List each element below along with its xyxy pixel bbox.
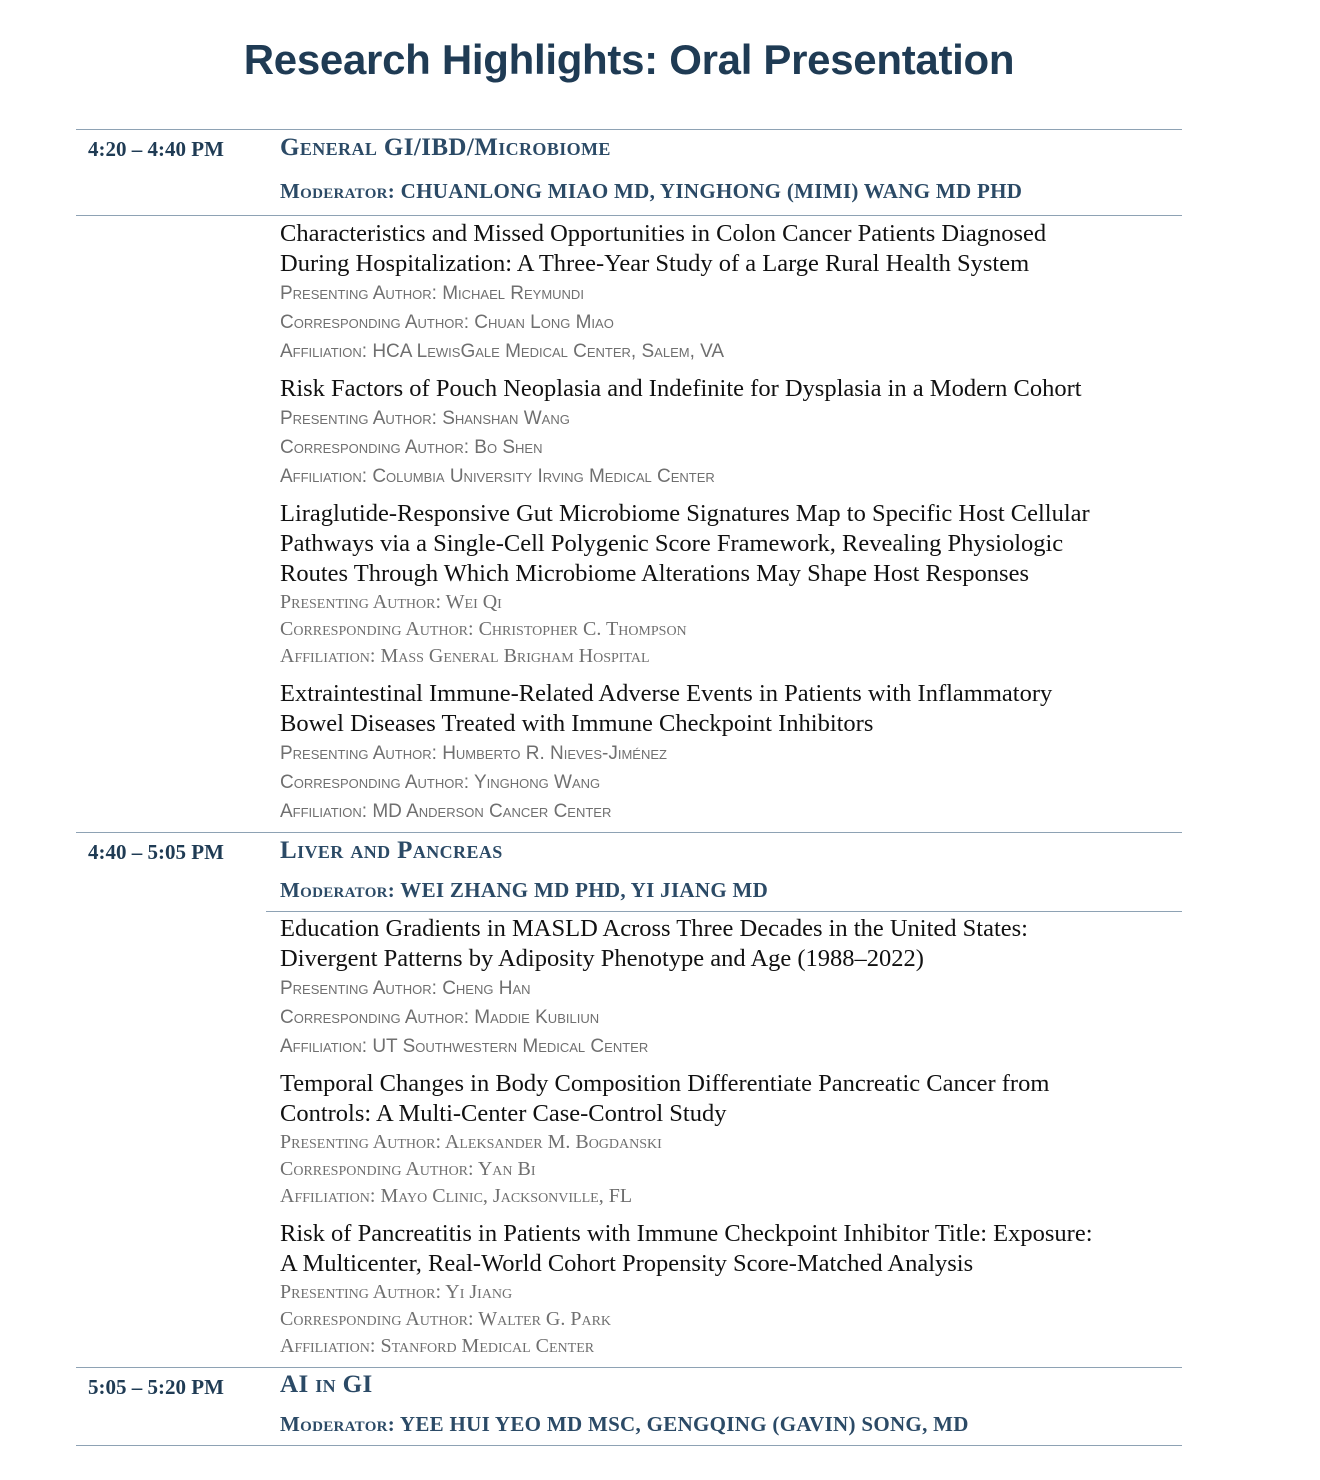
corresponding-author: Corresponding Author: Bo Shen	[280, 437, 543, 458]
session-title: General GI/IBD/Microbiome	[280, 134, 611, 161]
moderator-names: CHUANLONG MIAO MD, YINGHONG (MIMI) WANG MD PHD	[400, 179, 1023, 203]
affiliation: Affiliation: Mass General Brigham Hospital	[280, 645, 650, 667]
presenting-author: Presenting Author: Aleksander M. Bogdanski	[280, 1131, 662, 1153]
abstract	[280, 1069, 1170, 1210]
abstract-title	[280, 679, 1170, 739]
abstract-title-line: Extraintestinal Immune-Related Adverse Events in Patients with Inflammatory	[280, 680, 1053, 707]
corresponding-author: Corresponding Author: Christopher C. Thompson	[280, 618, 687, 640]
session-time: 5:05 – 5:20 PM	[88, 1375, 224, 1399]
abstract-title-line: Routes Through Which Microbiome Alterations May Shape Host Responses	[280, 560, 1029, 587]
abstract-title-line: Characteristics and Missed Opportunities in Colon Cancer Patients Diagnosed	[280, 220, 1047, 247]
presenting-author: Presenting Author: Yi Jiang	[280, 1281, 513, 1303]
abstract-title-line: Pathways via a Single-Cell Polygenic Score Framework, Revealing Physiologic	[280, 530, 1064, 557]
session-time: 4:40 – 5:05 PM	[88, 840, 224, 864]
presenting-author: Presenting Author: Wei Qi	[280, 591, 502, 613]
divider	[266, 911, 1182, 912]
moderator-names: WEI ZHANG MD PHD, YI JIANG MD	[400, 878, 769, 902]
divider	[76, 215, 1182, 216]
abstract-title	[280, 219, 1170, 279]
moderator-label: Moderator:	[280, 878, 396, 902]
affiliation: Affiliation: UT Southwestern Medical Center	[280, 1036, 649, 1057]
abstract-title-line: Liraglutide-Responsive Gut Microbiome Signatures Map to Specific Host Cellular	[280, 500, 1090, 527]
presenting-author: Presenting Author: Michael Reymundi	[280, 283, 584, 304]
abstract-title-line: During Hospitalization: A Three-Year Study of a Large Rural Health System	[280, 250, 1030, 277]
corresponding-author: Corresponding Author: Chuan Long Miao	[280, 312, 614, 333]
abstract	[280, 679, 1170, 826]
abstract-title	[280, 374, 1170, 404]
affiliation: Affiliation: Columbia University Irving Medical Center	[280, 466, 715, 487]
abstract-title-line: Bowel Diseases Treated with Immune Checkpoint Inhibitors	[280, 710, 874, 737]
affiliation: Affiliation: HCA LewisGale Medical Center, Salem, VA	[280, 341, 725, 362]
abstract-title-line: Divergent Patterns by Adiposity Phenotype and Age (1988–2022)	[280, 945, 924, 972]
affiliation: Affiliation: Stanford Medical Center	[280, 1335, 595, 1357]
moderator-label: Moderator:	[280, 179, 396, 203]
abstract	[280, 1219, 1170, 1360]
corresponding-author: Corresponding Author: Walter G. Park	[280, 1308, 612, 1330]
abstract-title-line: Temporal Changes in Body Composition Differentiate Pancreatic Cancer from	[280, 1070, 1050, 1097]
abstract-title-line: Education Gradients in MASLD Across Three Decades in the United States:	[280, 915, 1028, 942]
corresponding-author: Corresponding Author: Yan Bi	[280, 1158, 536, 1180]
corresponding-author: Corresponding Author: Maddie Kubiliun	[280, 1007, 600, 1028]
page-title: Research Highlights: Oral Presentation	[243, 36, 1015, 83]
abstract-title-line: Risk Factors of Pouch Neoplasia and Indefinite for Dysplasia in a Modern Cohort	[280, 375, 1082, 402]
corresponding-author: Corresponding Author: Yinghong Wang	[280, 772, 601, 793]
abstract	[280, 914, 1170, 1061]
affiliation: Affiliation: Mayo Clinic, Jacksonville, FL	[280, 1185, 633, 1207]
divider	[76, 1367, 1182, 1368]
session-title: AI in GI	[280, 1371, 373, 1398]
divider	[76, 129, 1182, 130]
divider	[76, 832, 1182, 833]
abstract-title	[280, 914, 1170, 974]
abstract-title-line: A Multicenter, Real-World Cohort Propensity Score-Matched Analysis	[280, 1250, 974, 1277]
abstract-title-line: Risk of Pancreatitis in Patients with Immune Checkpoint Inhibitor Title: Exposure:	[280, 1220, 1093, 1247]
session-moderator	[280, 878, 768, 903]
abstract	[280, 219, 1170, 366]
session-time: 4:20 – 4:40 PM	[88, 137, 224, 161]
abstract-title-line: Controls: A Multi-Center Case-Control Study	[280, 1100, 727, 1127]
presenting-author: Presenting Author: Shanshan Wang	[280, 408, 570, 429]
presenting-author: Presenting Author: Cheng Han	[280, 978, 531, 999]
presenting-author: Presenting Author: Humberto R. Nieves-Jiménez	[280, 743, 667, 764]
abstract-title	[280, 1219, 1170, 1279]
session-moderator	[280, 1412, 969, 1437]
session-title: Liver and Pancreas	[280, 837, 503, 864]
affiliation: Affiliation: MD Anderson Cancer Center	[280, 801, 612, 822]
abstract	[280, 374, 1170, 491]
abstract-title	[280, 499, 1170, 589]
session-moderator	[280, 179, 1022, 204]
moderator-label: Moderator:	[280, 1412, 396, 1436]
abstract-title	[280, 1069, 1170, 1129]
abstract	[280, 499, 1170, 670]
moderator-names: YEE HUI YEO MD MSC, GENGQING (GAVIN) SONG, MD	[399, 1412, 969, 1436]
divider	[76, 1445, 1182, 1446]
